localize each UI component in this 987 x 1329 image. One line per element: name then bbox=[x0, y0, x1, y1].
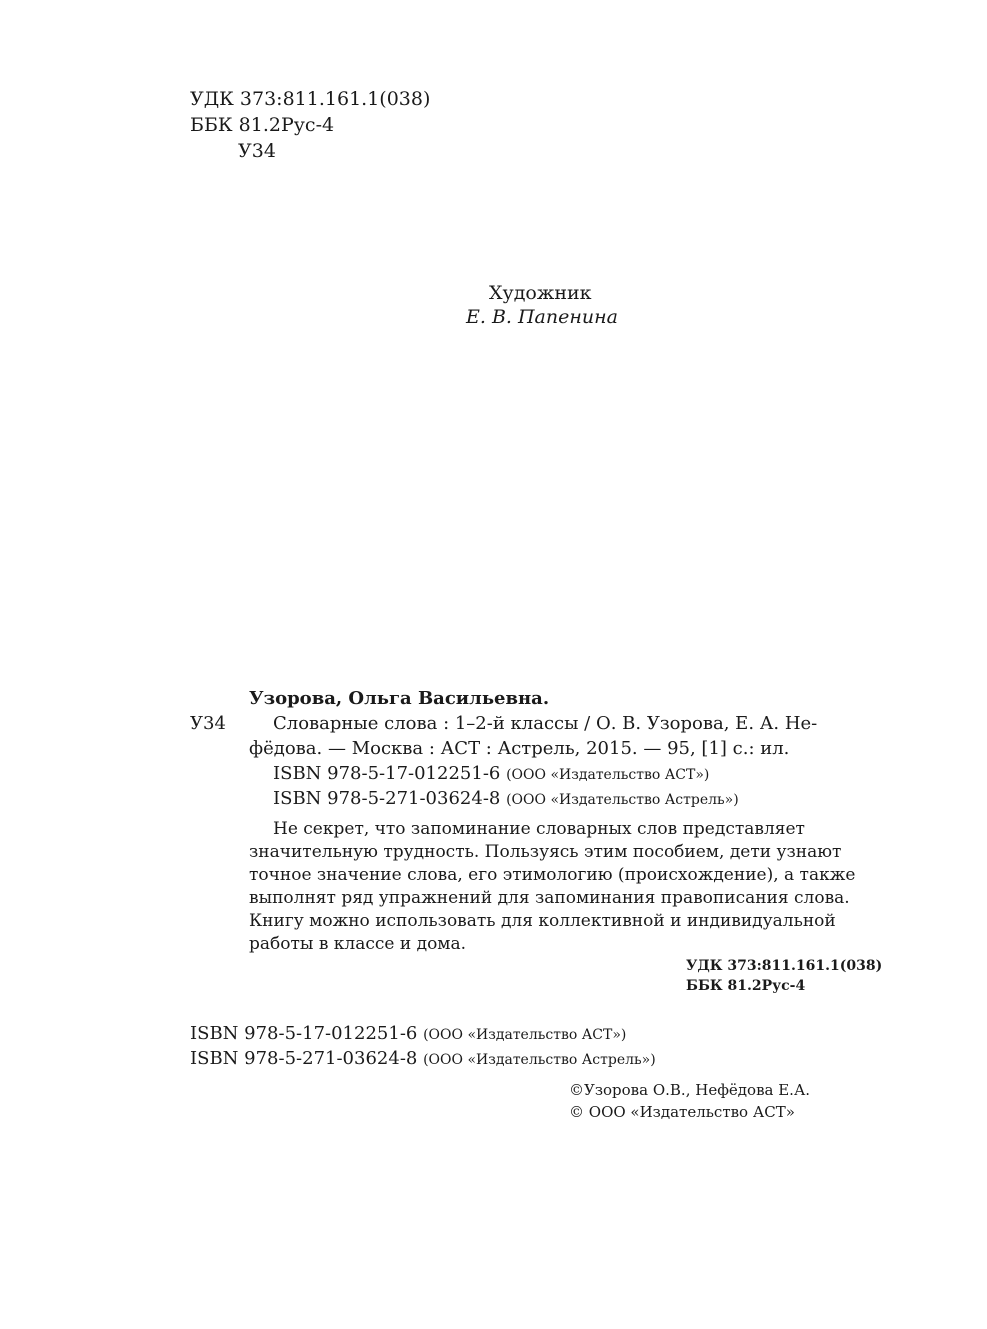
annotation-line: Не секрет, что запоминание словарных слов представляет bbox=[273, 819, 805, 839]
isbn2-number: ISBN 978-5-271-03624-8 bbox=[190, 1048, 418, 1069]
annotation-line: выполнят ряд упражнений для запоминания правописания слова. bbox=[249, 888, 850, 908]
annotation-line: Книгу можно использовать для коллективной и индивидуальной bbox=[249, 911, 836, 931]
record-title-line2: фёдова. — Москва : АСТ : Астрель, 2015. — 95, [1] с.: ил. bbox=[249, 738, 790, 759]
record-isbn1 bbox=[273, 761, 709, 788]
isbn2 bbox=[190, 1046, 656, 1073]
copyright-line2: © ООО «Издательство АСТ» bbox=[569, 1103, 795, 1121]
annotation-line: значительную трудность. Пользуясь этим пособием, дети узнают bbox=[249, 842, 842, 862]
record-isbn2-publisher: (ООО «Издательство Астрель») bbox=[506, 792, 739, 808]
header-author-mark: У34 bbox=[238, 140, 276, 162]
record-author-mark: У34 bbox=[190, 713, 226, 734]
record-isbn2 bbox=[273, 786, 739, 813]
artist-role: Художник bbox=[489, 282, 592, 304]
isbn1 bbox=[190, 1021, 626, 1048]
record-author: Узорова, Ольга Васильевна. bbox=[249, 688, 550, 709]
record-bbk: ББК 81.2Рус-4 bbox=[686, 978, 806, 994]
isbn1-publisher: (ООО «Издательство АСТ») bbox=[423, 1027, 627, 1043]
record-isbn1-number: ISBN 978-5-17-012251-6 bbox=[273, 763, 501, 784]
copyright-line1: ©Узорова О.В., Нефёдова Е.А. bbox=[569, 1081, 811, 1099]
artist-name: Е. В. Папенина bbox=[466, 306, 618, 328]
isbn2-publisher: (ООО «Издательство Астрель») bbox=[423, 1052, 656, 1068]
isbn1-number: ISBN 978-5-17-012251-6 bbox=[190, 1023, 418, 1044]
record-isbn2-number: ISBN 978-5-271-03624-8 bbox=[273, 788, 501, 809]
header-udk: УДК 373:811.161.1(038) bbox=[190, 88, 431, 110]
annotation-line: работы в классе и дома. bbox=[249, 934, 467, 954]
record-title-line1: Словарные слова : 1–2-й классы / О. В. Узорова, Е. А. Не- bbox=[273, 713, 818, 734]
header-bbk: ББК 81.2Рус-4 bbox=[190, 114, 335, 136]
record-isbn1-publisher: (ООО «Издательство АСТ») bbox=[506, 767, 710, 783]
annotation-line: точное значение слова, его этимологию (происхождение), а также bbox=[249, 865, 856, 885]
record-udk: УДК 373:811.161.1(038) bbox=[686, 958, 883, 974]
